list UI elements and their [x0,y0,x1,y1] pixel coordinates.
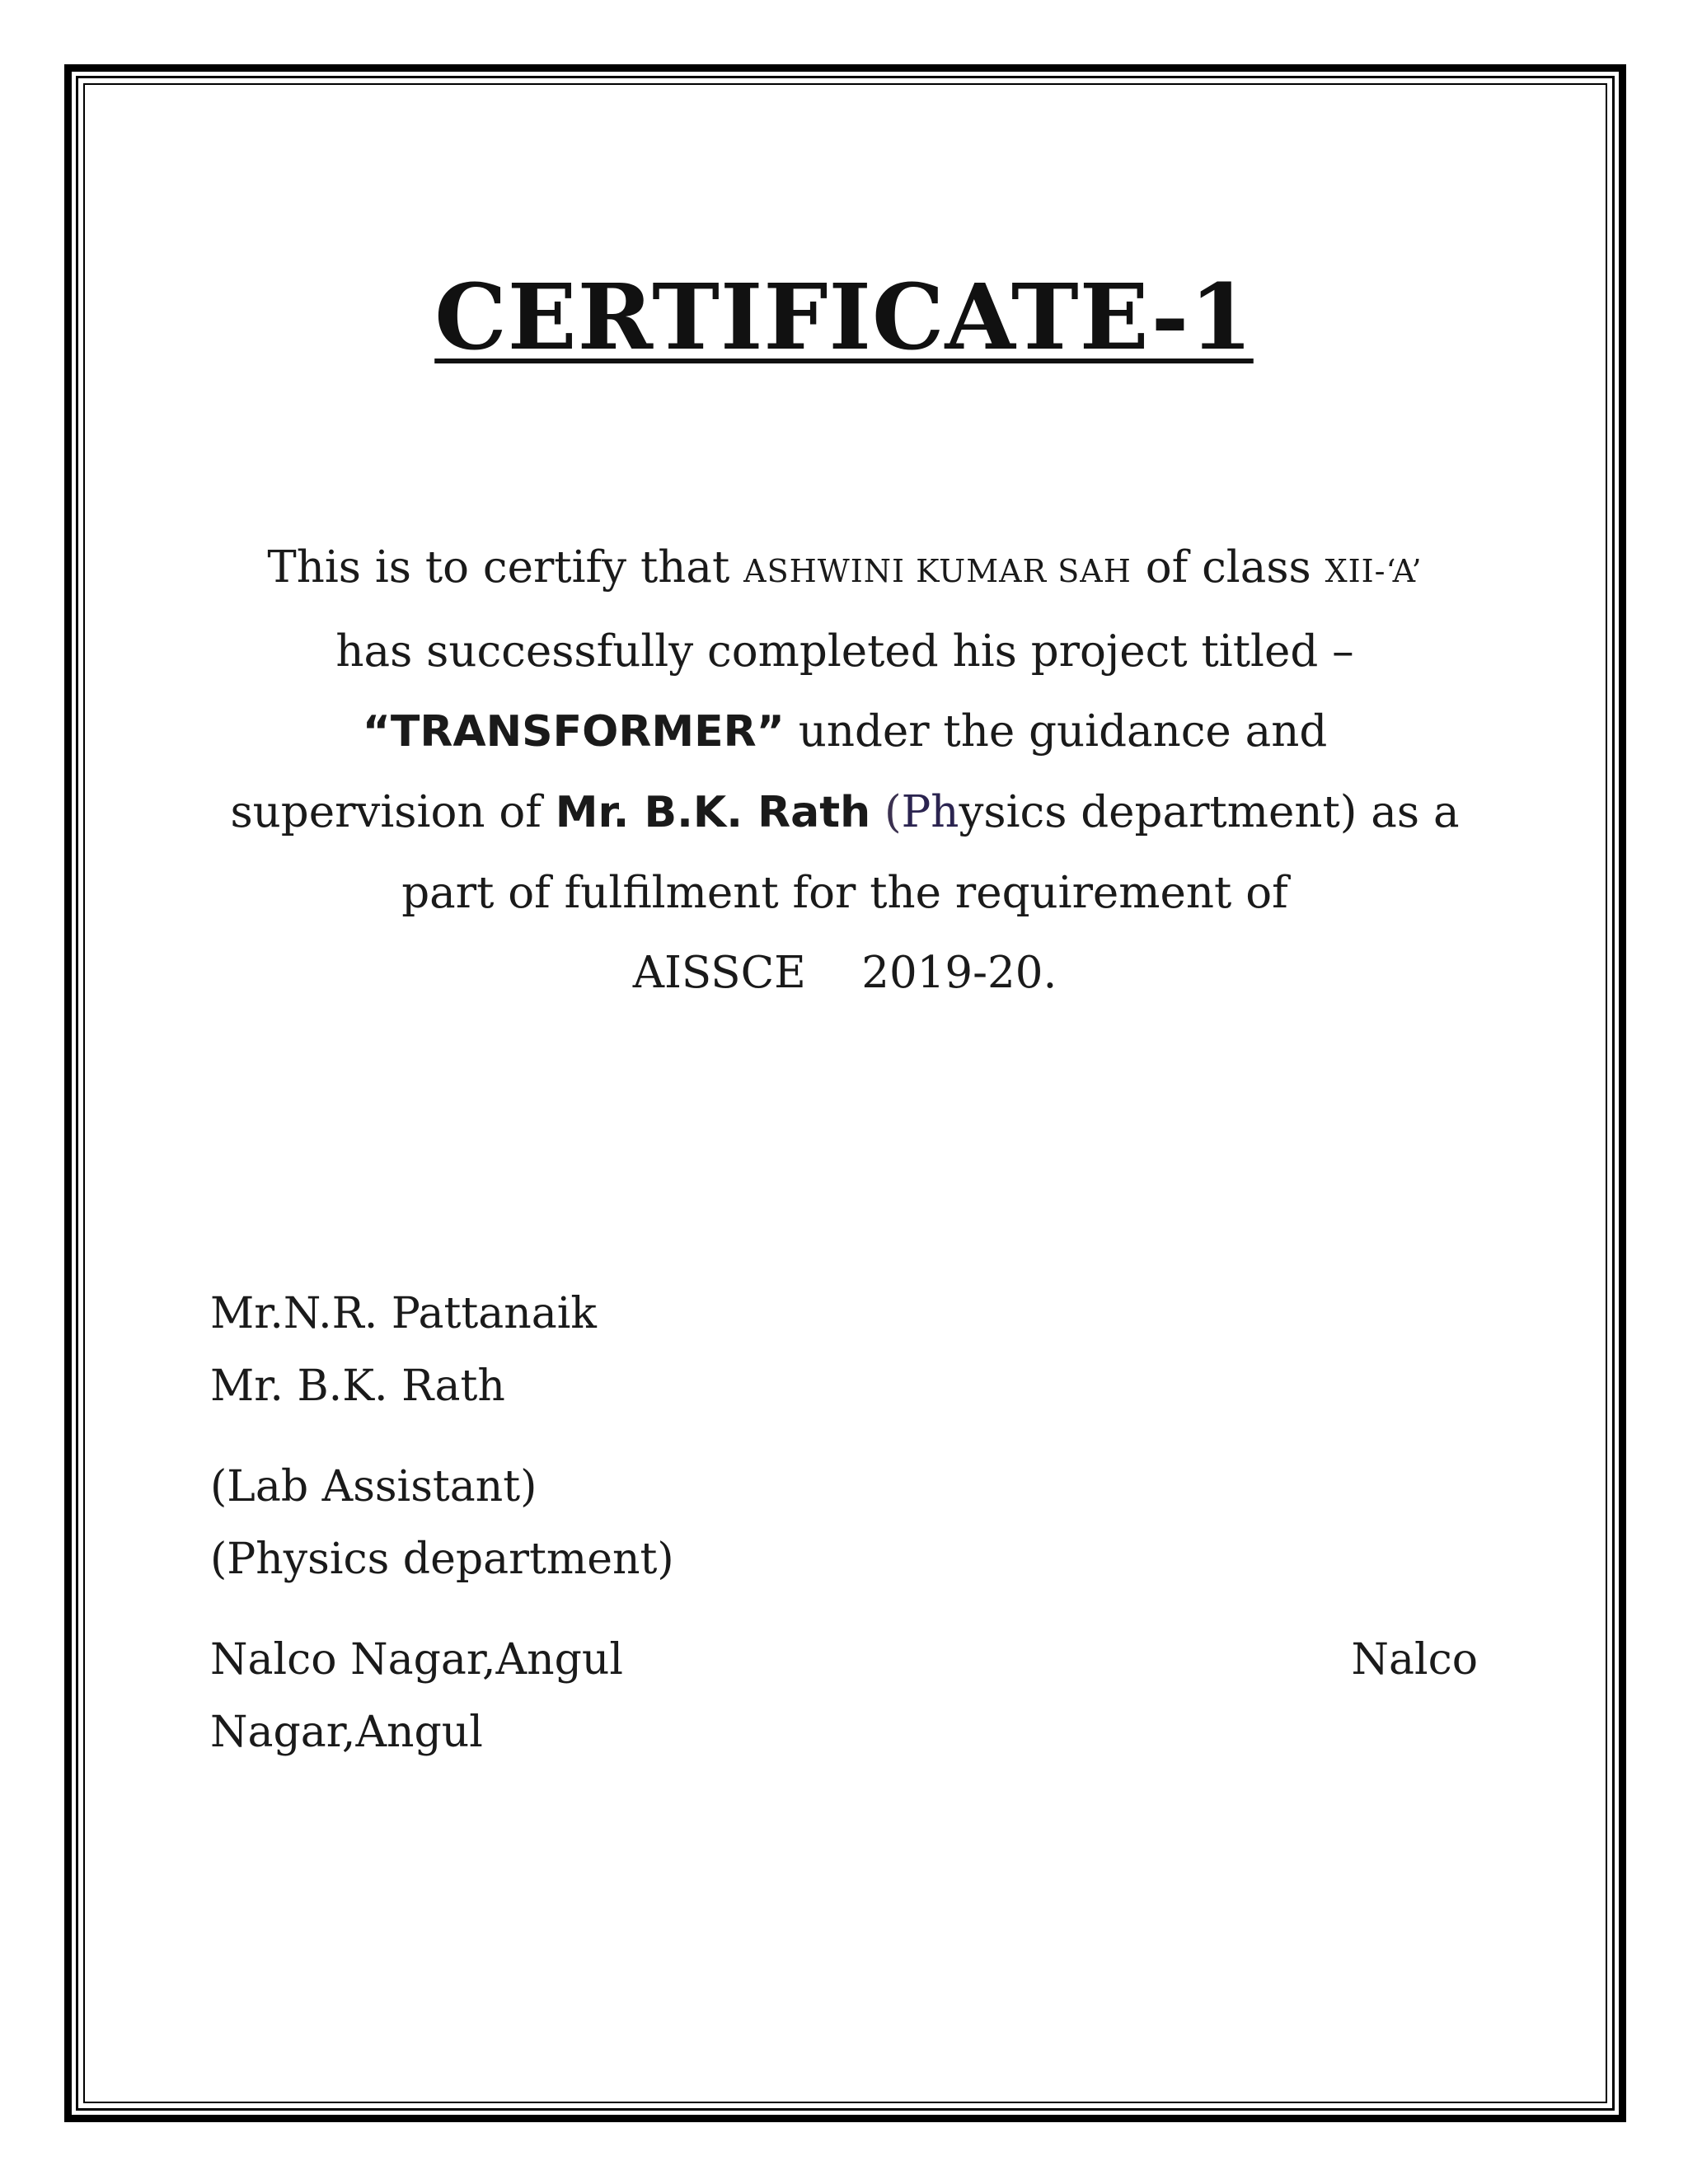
certificate-title: CERTIFICATE-1 [434,264,1254,370]
body-text-4: under the guidance and [784,706,1328,757]
location-right-line2: Nagar,Angul [210,1708,483,1757]
project-title: “TRANSFORMER” [362,707,785,757]
body-text-5: supervision of [230,787,556,837]
body-text-1: This is to certify that [267,542,744,593]
certificate-body [190,527,1500,1013]
dept-open-paren: ( [884,787,902,837]
student-name: ASHWINI KUMAR SAH [743,553,1132,589]
body-text-3: has successfully completed his project titled – [335,626,1354,677]
guide-name: Mr. B.K. Rath [555,788,871,837]
dept-ph: Ph [901,787,959,837]
exam-name: AISSCE [632,948,806,998]
location-right-line1: Nalco [1351,1635,1478,1685]
signatory-location-left [210,1624,623,1769]
location-left: Nalco Nagar,Angul [210,1635,624,1685]
body-text-7: as a [1357,787,1460,837]
signatory-department: (Physics department) [210,1535,674,1584]
dept-rest: ysics department) [959,787,1357,837]
body-text-8: part of fulfilment for the requirement of [401,868,1288,918]
signatory-roles [210,1451,674,1596]
exam-year: 2019-20. [861,948,1057,998]
signatory-role: (Lab Assistant) [210,1462,537,1511]
signatory-names [210,1277,597,1422]
class-name: XII-‘A’ [1325,553,1423,589]
signatory-name-2: Mr. B.K. Rath [210,1361,505,1411]
body-text-2: of class [1131,542,1325,593]
signatory-name-1: Mr.N.R. Pattanaik [210,1289,597,1338]
page-border-inner [83,83,1607,2103]
